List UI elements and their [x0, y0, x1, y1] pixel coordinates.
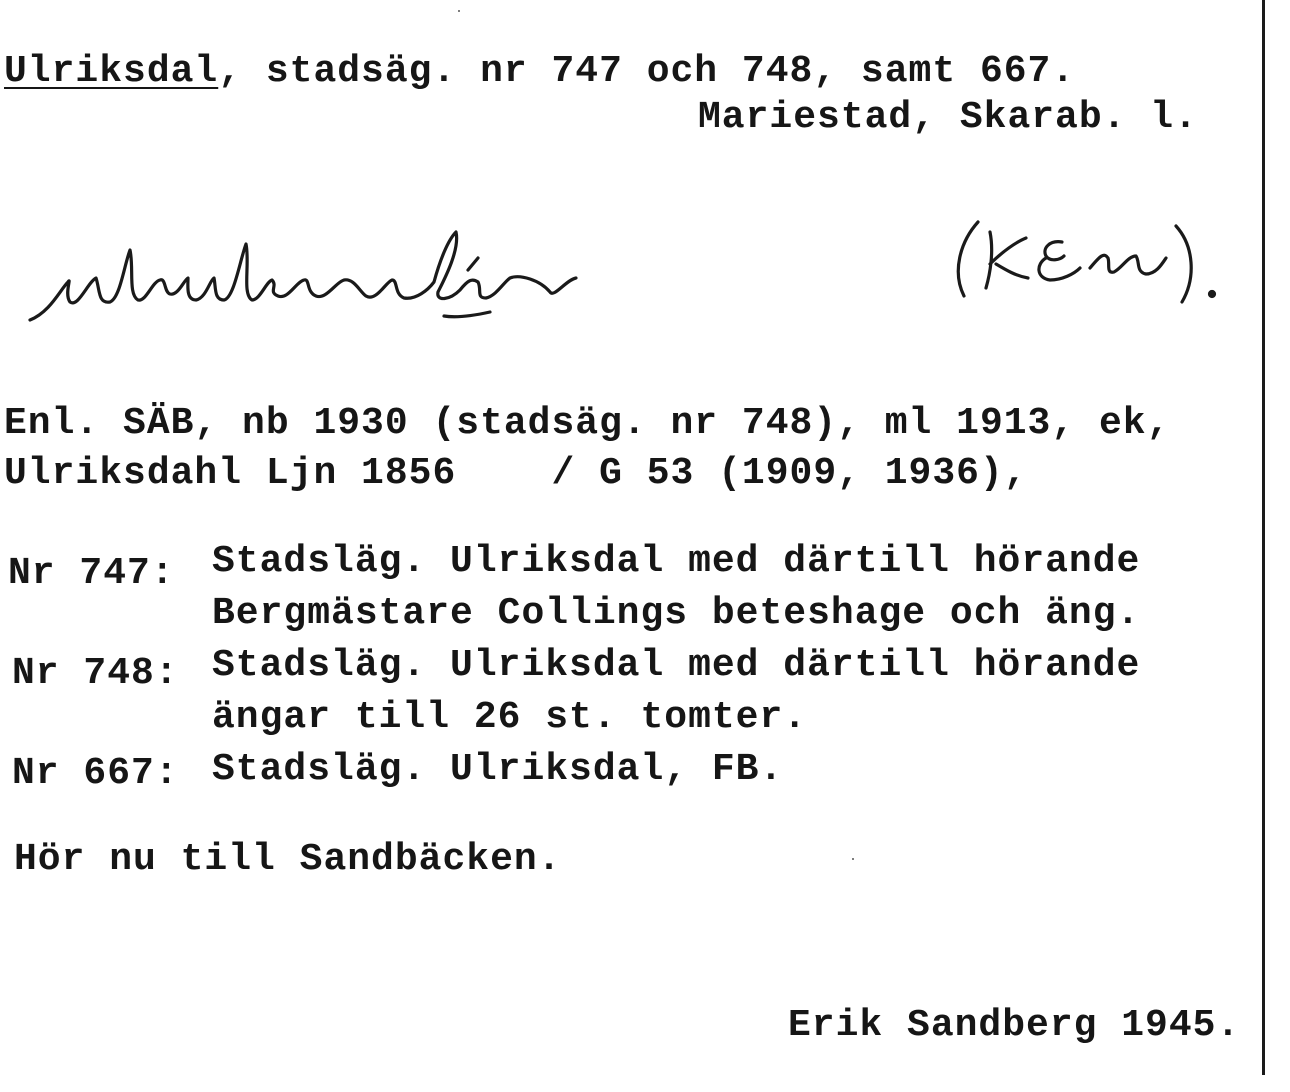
entry-number: Nr 748:	[12, 652, 179, 695]
dust-speck	[458, 10, 460, 12]
entry-text: Bergmästare Collings beteshage och äng.	[212, 592, 1141, 635]
entry-text: Stadsläg. Ulriksdal, FB.	[212, 748, 784, 791]
card-right-edge	[1262, 0, 1265, 1075]
location: Mariestad, Skarab. l.	[698, 96, 1198, 139]
source-line-1: Enl. SÄB, nb 1930 (stadsäg. nr 748), ml 1913, ek,	[4, 402, 1171, 445]
signature: Erik Sandberg 1945.	[788, 1004, 1241, 1047]
entry-text: Stadsläg. Ulriksdal med därtill hörande	[212, 540, 1141, 583]
handwritten-name	[20, 220, 600, 340]
handwritten-initials	[950, 212, 1250, 312]
dust-speck	[852, 858, 854, 860]
note: Hör nu till Sandbäcken.	[14, 838, 562, 881]
entry-text: ängar till 26 st. tomter.	[212, 696, 808, 739]
place-name: Ulriksdal	[4, 50, 219, 93]
header-line	[4, 50, 1075, 94]
entry-number: Nr 667:	[12, 752, 179, 795]
entry-text: Stadsläg. Ulriksdal med därtill hörande	[212, 644, 1141, 687]
source-line-2: Ulriksdahl Ljn 1856 / G 53 (1909, 1936),	[4, 452, 1028, 495]
entry-number: Nr 747:	[8, 552, 175, 595]
place-details: , stadsäg. nr 747 och 748, samt 667.	[218, 50, 1076, 93]
